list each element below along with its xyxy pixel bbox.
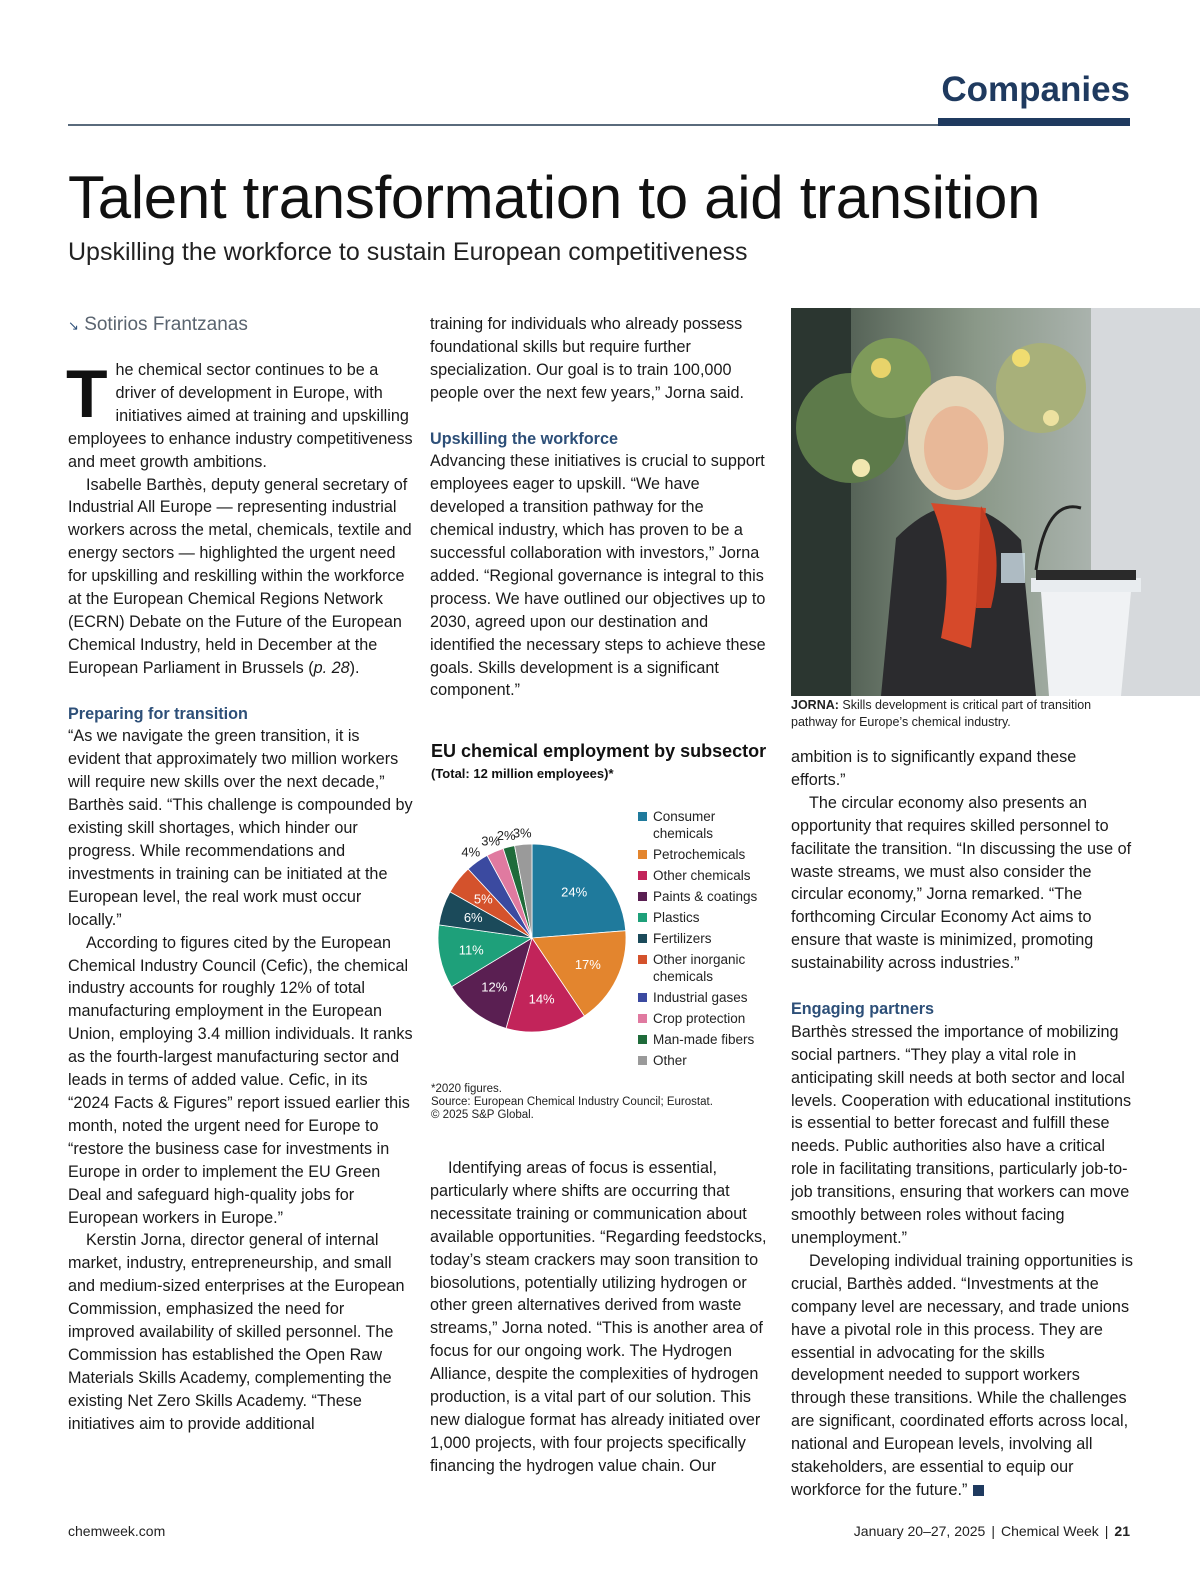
legend-swatch: [638, 955, 647, 964]
pie-slice-label: 17%: [574, 957, 601, 973]
author-name: Sotirios Frantzanas: [84, 314, 248, 335]
pie-slice-label: 3%: [512, 825, 532, 841]
legend-item: [638, 989, 778, 1006]
pie-chart: [432, 825, 632, 1038]
article-column-3: [791, 746, 1133, 1502]
article-column-1: [68, 313, 413, 1436]
article-column-2-bottom: [430, 1157, 775, 1478]
page-reference: p. 28: [313, 658, 350, 677]
byline: [68, 313, 413, 338]
legend-swatch: [638, 812, 647, 821]
legend-swatch: [638, 1056, 647, 1065]
body-paragraph: Advancing these initiatives is crucial to support employees eager to upskill. “We have developed a transition pathway for the chemical industry, which has proven to be a successful collaboration with investors,” Jorna added. “Regional governance is integral to this process. We have outlined our objectives up to 2030, agreed upon our destination and identified the necessary steps to achieve these goals. Skills development is a significant component.”: [430, 452, 766, 700]
chart-title: EU chemical employment by subsector: [431, 741, 767, 761]
legend-label: Other chemicals: [653, 868, 751, 883]
subheadline: Upskilling the workforce to sustain European competitiveness: [68, 238, 748, 266]
body-paragraph-final: Developing individual training opportunities is crucial, Barthès added. “Investments at the company level are necessary, and trade unions have a pivotal role in this process. They are essential in advocating for the skills development needed to support workers through these transitions. While the challenges are significant, coordinated efforts across local, national and European levels, involving all stakeholders, are essential to equip our workforce for the future.”: [791, 1251, 1133, 1499]
pie-slice-label: 2%: [496, 828, 516, 844]
subhead-upskilling: Upskilling the workforce: [430, 429, 618, 448]
legend-item: [638, 846, 778, 863]
pie-slice-label: 12%: [481, 979, 508, 995]
body-paragraph: Identifying areas of focus is essential, particularly where shifts are occurring that necessitate training or communication about available opportunities. “Regarding feedstocks, today’s steam crackers may soon transition to biosolutions, potentially utilizing hydrogen or other green alternatives derived from waste streams,” Jorna noted. “This is another area of focus for our ongoing work. The Hydrogen Alliance, despite the complexities of hydrogen production, is a vital part of our solution. This new dialogue format has already initiated over 1,000 projects, with four projects specifically financing the hydrogen value chain. Our: [430, 1159, 767, 1475]
chart-footnote: *2020 figures.: [431, 1083, 502, 1095]
photo-jorna: [791, 308, 1200, 696]
legend-item: [638, 867, 778, 884]
pie-slice-label: 11%: [458, 942, 484, 958]
legend-label: Paints & coatings: [653, 889, 758, 904]
legend-swatch: [638, 913, 647, 922]
legend-label: Petrochemicals: [653, 847, 746, 862]
body-paragraph: Kerstin Jorna, director general of internal market, industry, entrepreneurship, and small and medium-sized enterprises at the European Commission, emphasized the need for improved availability of skilled personnel. The Commission has established the Open Raw Materials Skills Academy, complementing the existing Net Zero Skills Academy. “These initiatives aim to provide additional: [68, 1231, 405, 1433]
pie-slice-label: 3%: [481, 833, 501, 849]
legend-swatch: [638, 1035, 647, 1044]
legend-swatch: [638, 934, 647, 943]
legend-label: Fertilizers: [653, 931, 712, 946]
header-accent-bar: [938, 118, 1130, 126]
page-number: 21: [1114, 1523, 1130, 1539]
pie-slice-label: 5%: [473, 891, 493, 907]
legend-item: [638, 930, 778, 947]
footer-site: chemweek.com: [68, 1523, 166, 1539]
legend-item: [638, 1052, 778, 1069]
body-paragraph: “As we navigate the green transition, it is evident that approximately two million workers will require new skills over the next decade,” Barthès said. “This challenge is compounded by existing skill shortages, which hinder our progress. While recommendations and investments in training can be initiated at the European level, the real work must occur locally.”: [68, 727, 413, 929]
legend-label: Industrial gases: [653, 990, 748, 1005]
body-paragraph: According to figures cited by the European Chemical Industry Council (Cefic), the chemical industry accounts for roughly 12% of total manufacturing employment in the European Union, employing 3.4 million individuals. It ranks as the fourth-largest manufacturing sector and leads in terms of added value. Cefic, in its “2024 Facts & Figures” report issued earlier this month, noted the urgent need for Europe to “restore the business case for investments in Europe in order to implement the EU Green Deal and safeguard high-quality jobs for European workers in Europe.”: [68, 933, 413, 1227]
legend-item: [638, 1031, 778, 1048]
pie-slice-label: 4%: [461, 844, 481, 860]
end-mark-icon: [973, 1485, 984, 1496]
legend-label: Other: [653, 1053, 687, 1068]
section-label: Companies: [941, 70, 1130, 109]
pie-slice-label: 14%: [528, 991, 555, 1007]
legend-swatch: [638, 993, 647, 1002]
body-paragraph: training for individuals who already possess foundational skills but require further specialization. Our goal is to train 100,000 people over the next few years,” Jorna said.: [430, 315, 745, 402]
legend-swatch: [638, 892, 647, 901]
legend-swatch: [638, 871, 647, 880]
chart-subtitle: (Total: 12 million employees)*: [431, 766, 614, 781]
legend-label: Crop protection: [653, 1011, 746, 1026]
legend-label: Consumer chemicals: [653, 809, 716, 841]
legend-label: Other inorganic chemicals: [653, 952, 746, 984]
chart-notes: [431, 1083, 713, 1122]
caption-text: Skills development is critical part of transition pathway for Europe’s chemical industry.: [791, 698, 1092, 729]
chart-source: Source: European Chemical Industry Council; Eurostat.: [431, 1096, 713, 1108]
legend-swatch: [638, 1014, 647, 1023]
legend-item: [638, 1010, 778, 1027]
footer-publication: Chemical Week: [1001, 1523, 1099, 1539]
arrow-down-right-icon: ↘: [68, 318, 79, 333]
legend-label: Plastics: [653, 910, 700, 925]
footer-folio: January 20–27, 2025 | Chemical Week | 21: [853, 1523, 1130, 1539]
article-column-2-top: [430, 313, 770, 702]
body-paragraph: ambition is to significantly expand these efforts.”: [791, 748, 1077, 789]
pie-slice-label: 24%: [561, 884, 588, 900]
photo-caption: [791, 697, 1131, 731]
headline: Talent transformation to aid transition: [68, 164, 1041, 231]
subhead-preparing: Preparing for transition: [68, 704, 248, 723]
pie-slice-label: 6%: [463, 910, 483, 926]
chart-legend: [638, 808, 778, 1073]
legend-item: [638, 888, 778, 905]
legend-label: Man-made fibers: [653, 1032, 755, 1047]
subhead-engaging: Engaging partners: [791, 999, 935, 1018]
lead-paragraph: The chemical sector continues to be a driver of development in Europe, with initiatives aimed at training and upskilling employees to enhance industry competitiveness and meet growth ambitions.: [66, 356, 413, 471]
legend-item: [638, 808, 778, 842]
footer-date: January 20–27, 2025: [853, 1523, 986, 1539]
legend-swatch: [638, 850, 647, 859]
chart-copyright: © 2025 S&P Global.: [431, 1109, 534, 1121]
legend-item: [638, 951, 778, 985]
legend-item: [638, 909, 778, 926]
body-paragraph: Barthès stressed the importance of mobilizing social partners. “They play a vital role in anticipating skill needs at both sector and local levels. Cooperation with educational institutions is essential to better forecast and fulfill these needs. Public authorities also have a critical role in facilitating transitions, particularly job-to-job transitions, ensuring that workers can move smoothly between roles without facing unemployment.”: [791, 1022, 1132, 1248]
caption-lead: JORNA:: [791, 698, 839, 712]
speaker-photo-illustration: [791, 308, 1200, 696]
body-paragraph: Isabelle Barthès, deputy general secretary of Industrial All Europe — representing industrial workers across the metal, chemicals, textile and energy sectors — highlighted the urgent need for upskilling and reskilling within the workforce at the European Chemical Regions Network (ECRN) Debate on the Future of the European Chemical Industry, held in December at the European Parliament in Brussels (p. 28).: [68, 475, 412, 677]
drop-cap: T: [66, 356, 108, 432]
body-paragraph: The circular economy also presents an opportunity that requires skilled personnel to facilitate the transition. “In discussing the use of waste streams, we must also consider the circular economy,” Jorna remarked. “The forthcoming Circular Economy Act aims to ensure that waste is minimized, promoting sustainability across industries.”: [791, 793, 1132, 973]
